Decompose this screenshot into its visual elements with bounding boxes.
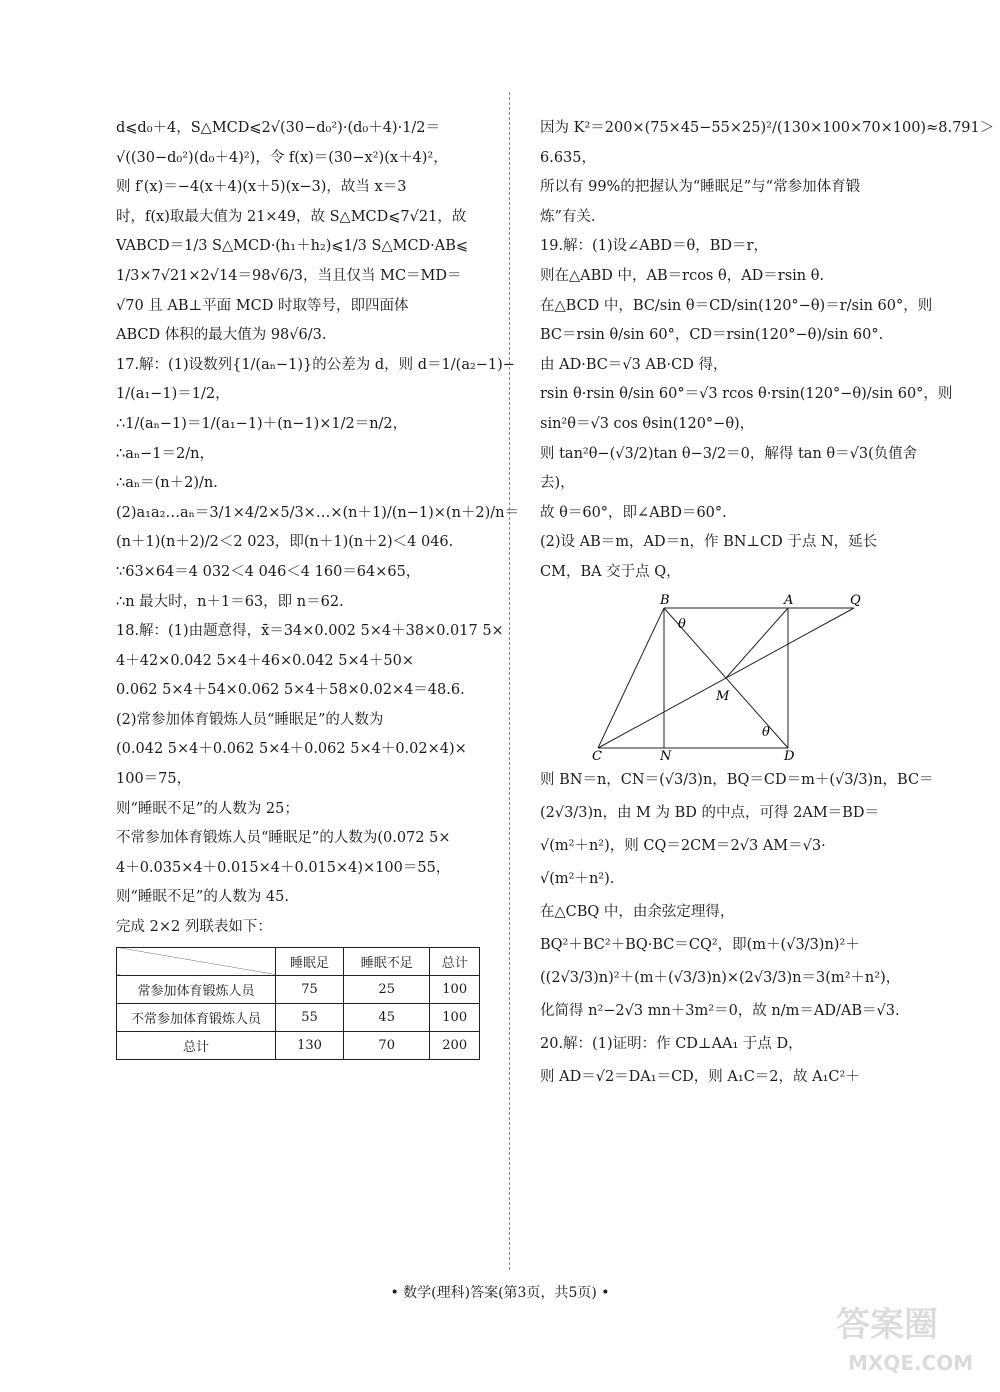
text-line: 则 tan²θ−(√3/2)tan θ−3/2＝0，解得 tan θ＝√3(负值舍 bbox=[540, 445, 918, 462]
table-header-cell bbox=[117, 947, 276, 975]
text-line: (2√3/3)n，由 M 为 BD 的中点，可得 2AM＝BD＝ bbox=[540, 804, 879, 821]
table-cell: 不常参加体育锻炼人员 bbox=[117, 1003, 276, 1031]
text-line: 4＋0.035×4＋0.015×4＋0.015×4)×100＝55， bbox=[116, 859, 451, 876]
label-m: M bbox=[716, 688, 730, 704]
right-column bbox=[540, 118, 995, 1100]
text-line: 去)， bbox=[540, 475, 575, 492]
text-line: ∵63×64＝4 032＜4 046＜4 160＝64×65， bbox=[116, 563, 421, 580]
table-cell: 70 bbox=[344, 1031, 430, 1059]
text-line: 100＝75， bbox=[116, 771, 192, 788]
text-line: BC＝rsin θ/sin 60°，CD＝rsin(120°−θ)/sin 60°. bbox=[540, 327, 884, 344]
table-row bbox=[117, 975, 480, 1003]
label-theta-b: θ bbox=[678, 616, 686, 632]
right-text-top bbox=[540, 118, 995, 582]
table-cell: 75 bbox=[276, 975, 344, 1003]
label-q: Q bbox=[850, 592, 861, 608]
text-line: 则 f′(x)＝−4(x＋4)(x＋5)(x−3)，故当 x＝3 bbox=[116, 179, 407, 196]
text-line: √((30−d₀²)(d₀＋4)²)，令 f(x)＝(30−x²)(x＋4)²， bbox=[116, 149, 448, 166]
text-line: 6.635， bbox=[540, 149, 597, 166]
table-cell: 130 bbox=[276, 1031, 344, 1059]
text-line: 则“睡眠不足”的人数为 25； bbox=[116, 800, 299, 817]
text-line: 17.解：(1)设数列{1/(aₙ−1)}的公差为 d，则 d＝1/(a₂−1)− bbox=[116, 356, 515, 373]
text-line: √(m²＋n²). bbox=[540, 870, 615, 887]
text-line: (0.042 5×4＋0.062 5×4＋0.062 5×4＋0.02×4)× bbox=[116, 741, 467, 758]
text-line: 由 AD·BC＝√3 AB·CD 得， bbox=[540, 356, 728, 373]
text-line: 1/(a₁−1)＝1/2， bbox=[116, 386, 230, 403]
text-line: 故 θ＝60°，即∠ABD＝60°. bbox=[540, 504, 727, 521]
text-line: 在△CBQ 中，由余弦定理得， bbox=[540, 903, 735, 920]
text-line: 则在△ABD 中，AB＝rcos θ，AD＝rsin θ. bbox=[540, 267, 825, 284]
label-b: B bbox=[660, 592, 670, 608]
label-n: N bbox=[660, 748, 672, 764]
text-line: 则“睡眠不足”的人数为 45. bbox=[116, 889, 289, 906]
text-line: ABCD 体积的最大值为 98√6/3. bbox=[116, 327, 327, 344]
text-line: CM，BA 交于点 Q， bbox=[540, 563, 681, 580]
text-line: 化简得 n²−2√3 mn＋3m²＝0，故 n/m＝AD/AB＝√3. bbox=[540, 1002, 900, 1019]
text-line: ∴aₙ−1＝2/n， bbox=[116, 445, 214, 462]
text-line: (n＋1)(n＋2)/2＜2 023，即(n＋1)(n＋2)＜4 046. bbox=[116, 534, 454, 551]
text-line: √(m²＋n²)，则 CQ＝2CM＝2√3 AM＝√3· bbox=[540, 837, 826, 854]
table-cell: 总计 bbox=[117, 1031, 276, 1059]
text-line: VABCD＝1/3 S△MCD·(h₁＋h₂)⩽1/3 S△MCD·AB⩽ bbox=[116, 238, 469, 255]
text-line: ∴n 最大时，n＋1＝63，即 n＝62. bbox=[116, 593, 344, 610]
contingency-table bbox=[116, 947, 480, 1060]
table-cell: 200 bbox=[430, 1031, 480, 1059]
table-row bbox=[117, 1003, 480, 1031]
watermark-logo bbox=[830, 1296, 980, 1380]
label-d: D bbox=[784, 748, 795, 764]
text-line: BQ²＋BC²＋BQ·BC＝CQ²，即(m＋(√3/3)n)²＋ bbox=[540, 936, 860, 953]
label-a: A bbox=[784, 592, 794, 608]
text-line: ((2√3/3)n)²＋(m＋(√3/3)n)×(2√3/3)n＝3(m²＋n²)， bbox=[540, 969, 901, 986]
text-line: 1/3×7√21×2√14＝98√6/3，当且仅当 MC＝MD＝ bbox=[116, 267, 462, 284]
table-cell: 常参加体育锻炼人员 bbox=[117, 975, 276, 1003]
left-column bbox=[116, 118, 520, 1060]
table-cell: 100 bbox=[430, 975, 480, 1003]
right-text-bottom bbox=[540, 770, 934, 1087]
text-line: 所以有 99%的把握认为“睡眠足”与“常参加体育锻 bbox=[540, 179, 861, 196]
text-line: 时，f(x)取最大值为 21×49，故 S△MCD⩽7√21，故 bbox=[116, 208, 467, 225]
geometry-figure bbox=[592, 592, 892, 764]
text-line: 19.解：(1)设∠ABD＝θ，BD＝r， bbox=[540, 238, 768, 255]
label-c: C bbox=[592, 748, 602, 764]
table-cell: 45 bbox=[344, 1003, 430, 1031]
text-line: 不常参加体育锻炼人员“睡眠足”的人数为(0.072 5× bbox=[116, 830, 451, 847]
text-line: (2)a₁a₂…aₙ＝3/1×4/2×5/3×…×(n＋1)/(n−1)×(n＋2)/n＝ bbox=[116, 504, 520, 521]
text-line: 在△BCD 中，BC/sin θ＝CD/sin(120°−θ)＝r/sin 60°，则 bbox=[540, 297, 933, 314]
text-line: ∴aₙ＝(n＋2)/n. bbox=[116, 475, 218, 492]
table-cell: 55 bbox=[276, 1003, 344, 1031]
text-line: 4＋42×0.042 5×4＋46×0.042 5×4＋50× bbox=[116, 652, 414, 669]
segment-am bbox=[726, 608, 788, 678]
table-cell: 25 bbox=[344, 975, 430, 1003]
text-line: (2)常参加体育锻炼人员“睡眠足”的人数为 bbox=[116, 711, 384, 728]
table-cell: 100 bbox=[430, 1003, 480, 1031]
table-header-cell: 总计 bbox=[430, 947, 480, 975]
svg-text:答案圈: 答案圈 bbox=[836, 1305, 938, 1345]
text-line: 则 AD＝√2＝DA₁＝CD，则 A₁C＝2，故 A₁C²＋ bbox=[540, 1068, 860, 1085]
text-line: 18.解：(1)由题意得，x̄＝34×0.002 5×4＋38×0.017 5× bbox=[116, 623, 504, 640]
text-line: 20.解：(1)证明：作 CD⊥AA₁ 于点 D， bbox=[540, 1035, 803, 1052]
table-row bbox=[117, 1031, 480, 1059]
text-line: 完成 2×2 列联表如下： bbox=[116, 919, 272, 936]
label-theta-d: θ bbox=[762, 724, 770, 740]
page-footer: • 数学(理科)答案(第3页，共5页) • bbox=[390, 1285, 610, 1301]
text-line: (2)设 AB＝m，AD＝n，作 BN⊥CD 于点 N，延长 bbox=[540, 534, 878, 551]
text-line: 0.062 5×4＋54×0.062 5×4＋58×0.02×4＝48.6. bbox=[116, 682, 465, 699]
table-header-cell: 睡眠足 bbox=[276, 947, 344, 975]
text-line: 炼”有关. bbox=[540, 208, 596, 225]
svg-text:MXQE.COM: MXQE.COM bbox=[848, 1351, 974, 1375]
column-divider bbox=[509, 92, 510, 1270]
text-line: d⩽d₀＋4，S△MCD⩽2√(30−d₀²)·(d₀＋4)·1/2＝ bbox=[116, 120, 441, 136]
text-line: rsin θ·rsin θ/sin 60°＝√3 rcos θ·rsin(120°−θ)/sin 60°，则 bbox=[540, 386, 953, 403]
text-line: 因为 K²＝200×(75×45−55×25)²/(130×100×70×100)≈8.791＞ bbox=[540, 120, 995, 136]
text-line: √70 且 AB⊥平面 MCD 时取等号，即四面体 bbox=[116, 297, 409, 314]
table-header-cell: 睡眠不足 bbox=[344, 947, 430, 975]
text-line: 则 BN＝n，CN＝(√3/3)n，BQ＝CD＝m＋(√3/3)n，BC＝ bbox=[540, 771, 934, 788]
text-line: sin²θ＝√3 cos θsin(120°−θ)， bbox=[540, 415, 755, 432]
segment-cb bbox=[598, 608, 664, 748]
text-line: ∴1/(aₙ−1)＝1/(a₁−1)＋(n−1)×1/2＝n/2， bbox=[116, 415, 408, 432]
